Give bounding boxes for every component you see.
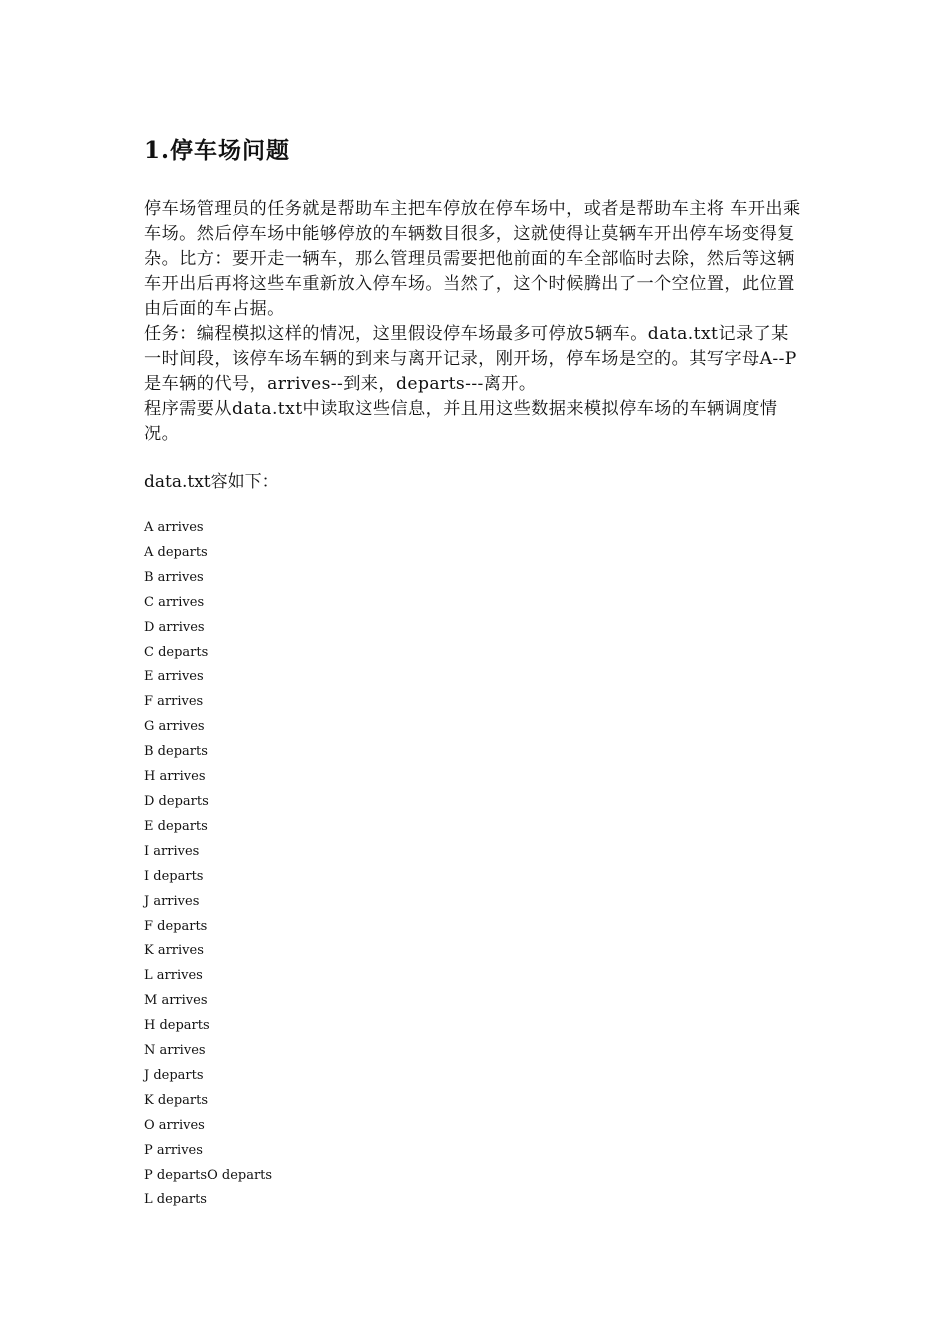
record-line: I departs bbox=[144, 868, 204, 884]
record-line: F departs bbox=[144, 918, 208, 934]
record-line: J arrives bbox=[144, 893, 200, 909]
record-line: H arrives bbox=[144, 769, 206, 785]
record-line: D arrives bbox=[144, 619, 205, 635]
record-line: J departs bbox=[144, 1067, 204, 1083]
record-line: E departs bbox=[144, 818, 208, 834]
record-line: C arrives bbox=[144, 594, 205, 610]
record-line: A departs bbox=[144, 544, 208, 560]
paragraph-requirement: 程序需要从data.txt中读取这些信息，并且用这些数据来模拟停车场的车辆调度情况。 bbox=[144, 399, 778, 444]
record-line: P arrives bbox=[144, 1142, 203, 1158]
record-line: C departs bbox=[144, 644, 209, 660]
record-line: O arrives bbox=[144, 1117, 205, 1133]
paragraph-background: 停车场管理员的任务就是帮助车主把车停放在停车场中，或者是帮助车主将 车开出乘车场。然后停车场中能够停放的车辆数目很多，这就使得让莫辆车开出停车场变得复杂。比方：要开走一辆车，那么管理员需要把他前面的车全部临时去除，然后等这辆车开出后再将这些车重新放入停车场。当然了，这个时候腾出了一个空位置，此位置由后面的车占据。 bbox=[144, 199, 801, 319]
record-line: M arrives bbox=[144, 993, 208, 1009]
record-line: L arrives bbox=[144, 968, 203, 984]
record-line: G arrives bbox=[144, 719, 205, 735]
record-line: I arrives bbox=[144, 843, 200, 859]
document-title: 1.停车场问题 bbox=[144, 137, 291, 164]
paragraph-task: 任务：编程模拟这样的情况，这里假设停车场最多可停放5辆车。data.txt记录了某一时间段，该停车场车辆的到来与离开记录，刚开场，停车场是空的。其写字母A--P是车辆的代号，arrives--到来，departs---离开。 bbox=[144, 324, 797, 394]
record-line: L departs bbox=[144, 1192, 207, 1208]
record-line: F arrives bbox=[144, 694, 204, 710]
record-line: P departsO departs bbox=[144, 1167, 273, 1183]
record-list bbox=[144, 516, 272, 1213]
record-line: E arrives bbox=[144, 669, 204, 685]
record-line: B arrives bbox=[144, 569, 204, 585]
record-line: K departs bbox=[144, 1092, 209, 1108]
problem-description bbox=[144, 197, 806, 447]
record-line: D departs bbox=[144, 793, 209, 809]
record-line: B departs bbox=[144, 744, 208, 760]
record-line: K arrives bbox=[144, 943, 204, 959]
data-file-intro: data.txt容如下： bbox=[144, 472, 279, 492]
record-line: N arrives bbox=[144, 1043, 206, 1059]
record-line: H departs bbox=[144, 1018, 210, 1034]
record-line: A arrives bbox=[144, 520, 204, 535]
